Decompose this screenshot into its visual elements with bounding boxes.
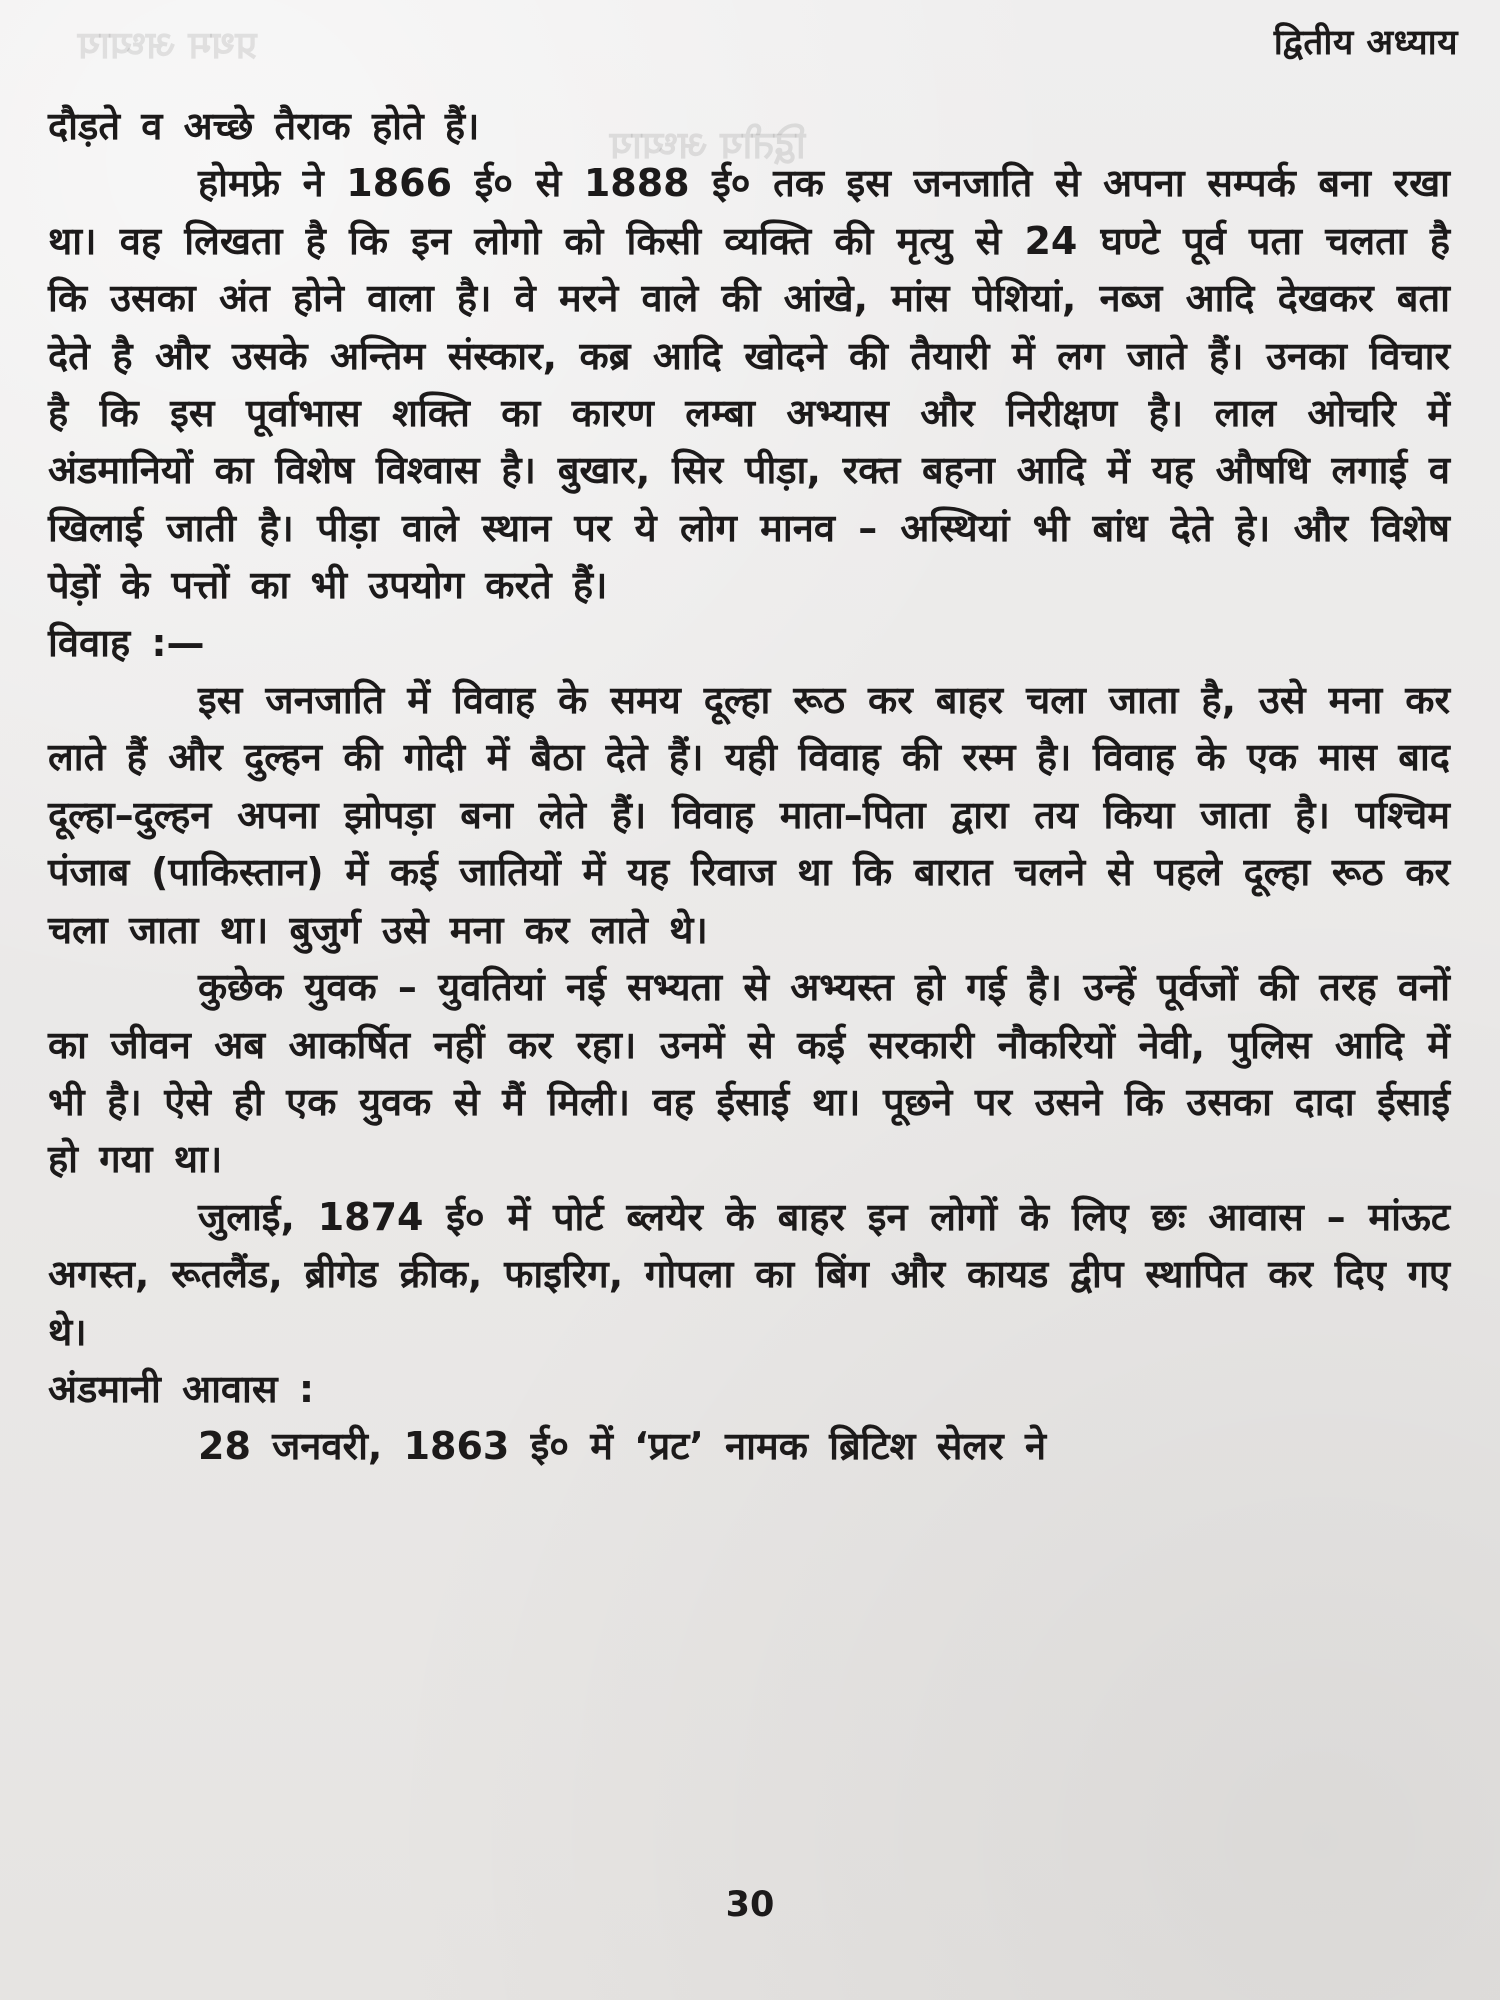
paragraph-1863: 28 जनवरी, 1863 ई० में ‘प्रट’ नामक ब्रिटिश सेलर ने: [198, 1424, 1047, 1469]
paragraph-housing-history: जुलाई, 1874 ई० में पोर्ट ब्लयेर के बाहर इन लोगों के लिए छः आवास – मांऊट अगस्त, रूतलैंड, ब्रीगेड क्रीक, फाइरिग, गोपला का बिंग और कायड द्वीप स्थापित कर दिए गए थे।: [48, 1194, 1450, 1354]
paragraph-youth: कुछेक युवक – युवतियां नई सभ्यता से अभ्यस्त हो गई है। उन्हें पूर्वजों की तरह वनों का जीवन अब आकर्षित नहीं कर रहा। उनमें से कई सरकारी नौकरियों नेवी, पुलिस आदि में भी है। ऐसे ही एक युवक से मैं मिली। वह ईसाई था। पूछने पर उसने कि उसका दादा ईसाई हो गया था।: [48, 965, 1450, 1182]
page-header-title: द्वितीय अध्याय: [1273, 23, 1458, 63]
section-heading-marriage: विवाह :—: [48, 620, 205, 665]
paragraph-marriage: इस जनजाति में विवाह के समय दूल्हा रूठ कर बाहर चला जाता है, उसे मना कर लाते हैं और दुल्हन की गोदी में बैठा देते हैं। यही विवाह की रस्म है। विवाह के एक मास बाद दूल्हा–दुल्हन अपना झोपड़ा बना लेते हैं। विवाह माता–पिता द्वारा तय किया जाता है। पश्चिम पंजाब (पाकिस्तान) में कई जातियों में यह रिवाज था कि बारात चलने से पहले दूल्हा रूठ कर चला जाता था। बुजुर्ग उसे मना कर लाते थे।: [48, 678, 1450, 952]
show-through-left-margin: द्वितीय अध्याय: [610, 123, 806, 167]
show-through-top-left: प्रथम अध्याय: [78, 23, 258, 67]
page-number: 30: [725, 1885, 775, 1925]
section-heading-housing: अंडमानी आवास :: [48, 1366, 315, 1411]
paragraph-continuation: दौड़ते व अच्छे तैराक होते हैं।: [48, 104, 480, 148]
main-body-text: [48, 98, 1450, 1476]
paragraph-homfray: होमफ्रे ने 1866 ई० से 1888 ई० तक इस जनजाति से अपना सम्पर्क बना रखा था। वह लिखता है कि इन लोगो को किसी व्यक्ति की मृत्यु से 24 घण्टे पूर्व पता चलता है कि उसका अंत होने वाला है। वे मरने वाले की आंखे, मांस पेशियां, नब्ज आदि देखकर बता देते है और उसके अन्तिम संस्कार, कब्र आदि खोदने की तैयारी में लग जाते हैं। उनका विचार है कि इस पूर्वाभास शक्ति का कारण लम्बा अभ्यास और निरीक्षण है। लाल ओचरि में अंडमानियों का विशेष विश्वास है। बुखार, सिर पीड़ा, रक्त बहना आदि में यह औषधि लगाई व खिलाई जाती है। पीड़ा वाले स्थान पर ये लोग मानव – अस्थियां भी बांध देते हे। और विशेष पेड़ों के पत्तों का भी उपयोग करते हैं।: [48, 161, 1450, 608]
